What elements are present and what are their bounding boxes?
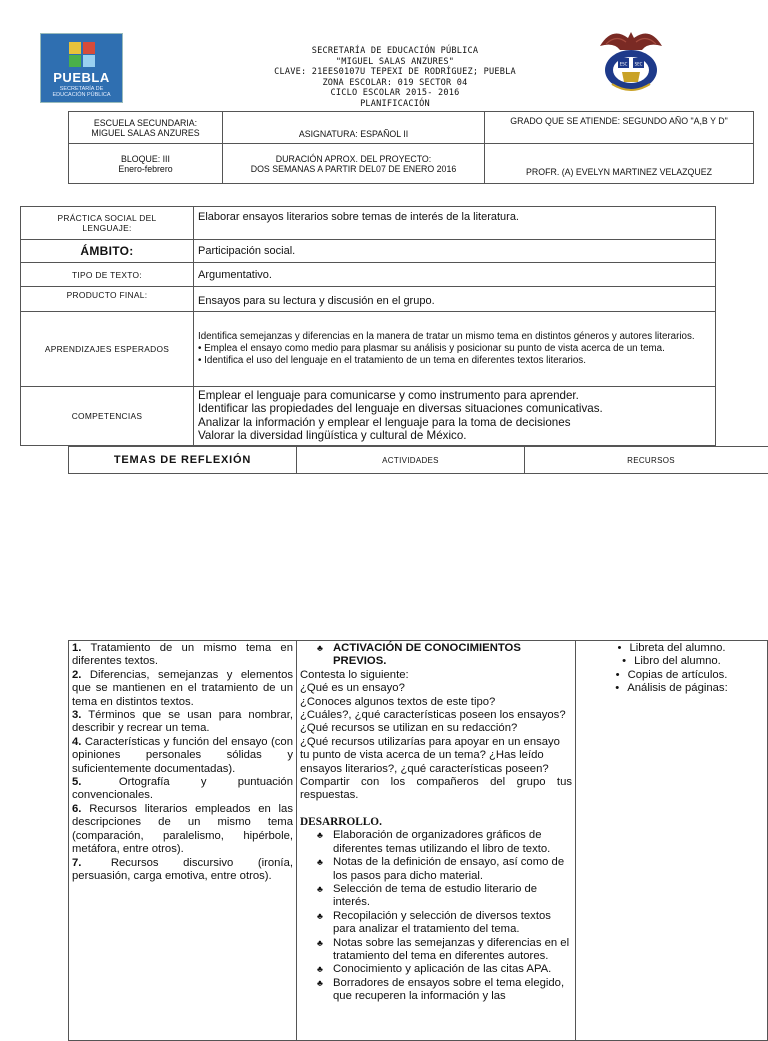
planning-content-table <box>68 640 768 1041</box>
tipo-texto-label: TIPO DE TEXTO: <box>21 263 194 287</box>
tema-item: 1. Tratamiento de un mismo tema en diferentes textos. <box>72 642 293 669</box>
header-line: PLANIFICACIÓN <box>230 99 560 110</box>
duration-label: DURACIÓN APROX. DEL PROYECTO: <box>227 154 480 164</box>
practica-label-line: LENGUAJE: <box>23 223 191 233</box>
temas-column <box>69 641 297 1041</box>
competencia-item: Emplear el lenguaje para comunicarse y como instrumento para aprender. <box>198 389 711 402</box>
planning-columns-header <box>68 446 768 474</box>
header-line: CICLO ESCOLAR 2015- 2016 <box>230 88 560 99</box>
logo-square-red <box>83 42 95 54</box>
recurso-item: • Análisis de páginas: <box>579 682 764 695</box>
teacher-cell: PROFR. (A) EVELYN MARTINEZ VELAZQUEZ <box>485 144 754 184</box>
school-label: ESCUELA SECUNDARIA: <box>73 118 218 128</box>
producto-label: PRODUCTO FINAL: <box>21 287 194 312</box>
competencia-item: Identificar las propiedades del lenguaje en diversas situaciones comunicativas. <box>198 402 711 415</box>
aprendizaje-item: Identifica semejanzas y diferencias en la manera de tratar un mismo tema en distintos géneros y autores literarios. <box>198 331 711 343</box>
desarrollo-list <box>300 829 572 1003</box>
block-label: BLOQUE: III <box>73 154 218 164</box>
activacion-line: ¿Qué recursos utilizarías para apoyar en un ensayo tu punto de vista acerca de un tema? ¿Has leído ensayos literarios?, ¿qué características poseen? <box>300 736 572 776</box>
grade-cell: GRADO QUE SE ATIENDE: SEGUNDO AÑO "A,B Y D" <box>485 112 754 144</box>
subject-cell: ASIGNATURA: ESPAÑOL II <box>223 112 485 144</box>
desarrollo-item: ♣ Recopilación y selección de diversos textos para analizar el tratamiento del tema. <box>315 910 572 937</box>
duration-value: DOS SEMANAS A PARTIR DEL07 DE ENERO 2016 <box>227 164 480 174</box>
practica-label-line: PRÁCTICA SOCIAL DEL <box>23 213 191 223</box>
header-line: SECRETARÍA DE EDUCACIÓN PÚBLICA <box>230 46 560 57</box>
competencias-label: COMPETENCIAS <box>21 387 194 446</box>
school-name: MIGUEL SALAS ANZURES <box>73 128 218 138</box>
logo-square-yellow <box>69 42 81 54</box>
block-period: Enero-febrero <box>73 164 218 174</box>
competencias-value <box>194 387 716 446</box>
school-cell <box>69 112 223 144</box>
aprendizajes-value <box>194 312 716 387</box>
puebla-wordmark: PUEBLA <box>41 70 122 85</box>
desarrollo-item: ♣ Elaboración de organizadores gráficos de diferentes temas utilizando el libro de texto. <box>315 829 572 856</box>
tema-item: 3. Términos que se usan para nombrar, describir y recrear un tema. <box>72 709 293 736</box>
tema-item: 7. Recursos discursivo (ironía, persuasión, carga emotiva, entre otros). <box>72 857 293 884</box>
aprendizaje-item: • Identifica el uso del lenguaje en el tratamiento de un tema en diferentes textos literarios. <box>198 355 711 367</box>
practica-label <box>21 207 194 240</box>
header-line: "MIGUEL SALAS ANZURES" <box>230 57 560 68</box>
tema-item: 2. Diferencias, semejanzas y elementos que se mantienen en el tratamiento de un tema en distintos textos. <box>72 669 293 709</box>
desarrollo-item: ♣ Selección de tema de estudio literario de interés. <box>315 883 572 910</box>
desarrollo-item: ♣ Notas sobre las semejanzas y diferencias en el tratamiento del tema en diferentes autores. <box>315 937 572 964</box>
actividades-header: ACTIVIDADES <box>297 447 525 474</box>
competencia-item: Analizar la información y emplear el lenguaje para la toma de decisiones <box>198 416 711 429</box>
recursos-header: RECURSOS <box>525 447 768 474</box>
tipo-texto-value: Argumentativo. <box>194 263 716 287</box>
ambito-value: Participación social. <box>194 240 716 263</box>
actividades-column <box>297 641 576 1041</box>
tema-item: 5. Ortografía y puntuación convencionales. <box>72 776 293 803</box>
recurso-item: • Libreta del alumno. <box>579 642 764 655</box>
activacion-line: Compartir con los compañeros del grupo tus respuestas. <box>300 776 572 803</box>
activacion-line: Contesta lo siguiente: <box>300 669 572 682</box>
aprendizaje-item: • Emplea el ensayo como medio para plasmar su análisis y posicionar su punto de vista acerca de un tema. <box>198 343 711 355</box>
info-table <box>68 111 754 184</box>
activacion-line: ¿Qué recursos se utilizan en su redacción? <box>300 722 572 735</box>
recursos-list <box>579 642 764 696</box>
block-cell <box>69 144 223 184</box>
header-line: CLAVE: 21EES0107U TEPEXI DE RODRÍGUEZ; PUEBLA <box>230 67 560 78</box>
project-form-table <box>20 206 716 446</box>
practica-value: Elaborar ensayos literarios sobre temas de interés de la literatura. <box>194 207 716 240</box>
puebla-subtitle: SECRETARÍA DE EDUCACIÓN PÚBLICA <box>45 86 118 98</box>
desarrollo-item: ♣ Borradores de ensayos sobre el tema elegido, que recuperen la información y las <box>315 977 572 1004</box>
recurso-item: • Libro del alumno. <box>579 655 764 668</box>
temas-header: TEMAS DE REFLEXIÓN <box>69 447 297 474</box>
activacion-line: ¿Cuáles?, ¿qué características poseen los ensayos? <box>300 709 572 722</box>
producto-value: Ensayos para su lectura y discusión en el grupo. <box>194 287 716 312</box>
header-line: ZONA ESCOLAR: 019 SECTOR 04 <box>230 78 560 89</box>
activacion-heading-list <box>300 642 572 669</box>
school-crest-logo <box>598 24 664 96</box>
tema-item: 4. Características y función del ensayo (con opiniones personales sólidas y suficientemente documentadas). <box>72 736 293 776</box>
puebla-logo <box>40 33 123 103</box>
logo-square-green <box>69 55 81 67</box>
duration-cell <box>223 144 485 184</box>
activacion-line: ¿Conoces algunos textos de este tipo? <box>300 696 572 709</box>
recurso-item: • Copias de artículos. <box>579 669 764 682</box>
activacion-line: ¿Qué es un ensayo? <box>300 682 572 695</box>
competencia-item: Valorar la diversidad lingüística y cultural de México. <box>198 429 711 442</box>
desarrollo-item: ♣ Notas de la definición de ensayo, así como de los pasos para dicho material. <box>315 856 572 883</box>
document-header <box>230 46 560 109</box>
aprendizajes-label: APRENDIZAJES ESPERADOS <box>21 312 194 387</box>
recursos-column <box>576 641 768 1041</box>
svg-text:ESC: ESC <box>620 62 628 67</box>
logo-square-blue <box>83 55 95 67</box>
svg-text:SEC: SEC <box>635 62 643 67</box>
activacion-title: ♣ ACTIVACIÓN DE CONOCIMIENTOS PREVIOS. <box>315 642 572 669</box>
desarrollo-title: DESARROLLO. <box>300 816 572 829</box>
tema-item: 6. Recursos literarios empleados en las descripciones de un mismo tema (comparación, paralelismo, hipérbole, metáfora, entre otros). <box>72 803 293 857</box>
desarrollo-item: ♣ Conocimiento y aplicación de las citas APA. <box>315 963 572 976</box>
ambito-label: ÁMBITO: <box>21 240 194 263</box>
